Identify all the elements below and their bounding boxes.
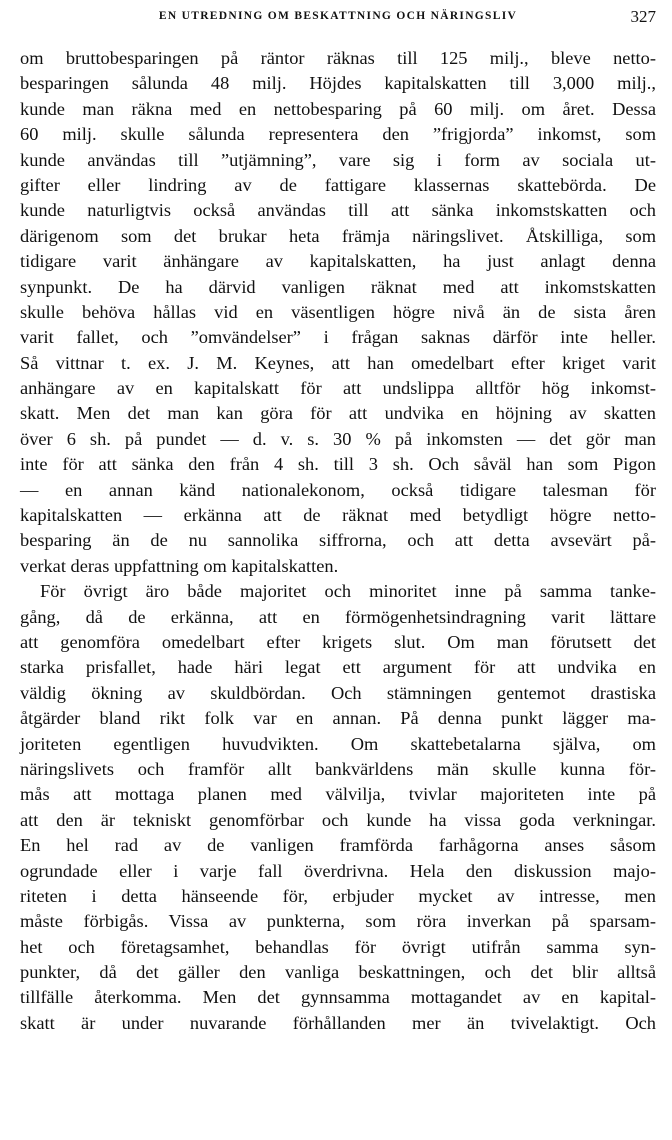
paragraph-start-line: För övrigt äro både majoritet och minoritet inne på samma tanke- — [40, 581, 656, 602]
text-line: inte för att sänka den från 4 sh. till 3 sh. Och såväl han som Pigon — [20, 454, 656, 475]
text-line: över 6 sh. på pundet — d. v. s. 30 % på inkomsten — det gör man — [20, 428, 656, 449]
text-line: tillfälle återkomma. Men det gynnsamma mottagandet av en kapital- — [20, 987, 656, 1008]
text-line: kunde naturligtvis också användas till att sänka inkomstskatten och — [20, 200, 656, 221]
page-number: 327 — [630, 7, 656, 26]
text-line: gång, då de erkänna, att en förmögenhetsindragning varit lättare — [20, 606, 656, 627]
text-line: besparingen sålunda 48 milj. Höjdes kapitalskatten till 3,000 milj., — [20, 73, 656, 94]
text-line: om bruttobesparingen på räntor räknas till 125 milj., bleve netto- — [20, 48, 656, 68]
text-line: joriteten egentligen huvudvikten. Om skattebetalarna själva, om — [20, 733, 656, 754]
text-line: skatt. Men det man kan göra för att undvika en höjning av skatten — [20, 403, 656, 424]
text-line: — en annan känd nationalekonom, också tidigare talesman för — [20, 479, 656, 500]
text-line: ogrundade eller i varje fall överdrivna. Hela den diskussion majo- — [20, 860, 656, 881]
text-line: väldig ökning av skuldbördan. Och stämningen gentemot drastiska — [20, 682, 656, 703]
text-line: synpunkt. De ha därvid vanligen räknat med att inkomstskatten — [20, 276, 656, 297]
text-line: starka prisfallet, hade häri legat ett argument för att undvika en — [20, 657, 656, 678]
body-text — [20, 46, 656, 1036]
text-line: näringslivets och framför allt bankvärldens män skulle kunna för- — [20, 758, 656, 779]
text-line: åtgärder bland rikt folk var en annan. På denna punkt lägger ma- — [20, 708, 656, 729]
text-line: het och företagsamhet, behandlas för övrigt utifrån samma syn- — [20, 936, 656, 957]
text-line: skulle behöva hållas vid en väsentligen högre nivå än de sista åren — [20, 301, 656, 322]
text-line: besparing än de nu sannolika siffrorna, och att detta avsevärt på- — [20, 530, 656, 551]
text-line: kunde användas till ”utjämning”, vare sig i form av sociala ut- — [20, 149, 656, 170]
text-line: varit fallet, och ”omvändelser” i frågan saknas därför inte heller. — [20, 327, 656, 348]
text-line: kapitalskatten — erkänna att de räknat med betydligt högre netto- — [20, 505, 656, 526]
text-line: 60 milj. skulle sålunda representera den ”frigjorda” inkomst, som — [20, 124, 656, 145]
text-line: En hel rad av de vanligen framförda farhågorna anses såsom — [20, 835, 656, 856]
page-header — [20, 6, 656, 30]
text-line: att den är tekniskt genomförbar och kunde ha vissa goda verkningar. — [20, 809, 656, 830]
text-line: skatt är under nuvarande förhållanden mer än tvivelaktigt. Och — [20, 1012, 656, 1033]
text-line: därigenom som det brukar heta främja näringslivet. Åtskilliga, som — [20, 225, 656, 246]
text-line: anhängare av en kapitalskatt för att undslippa alltför hög inkomst- — [20, 378, 656, 399]
text-line: tidigare varit änhängare av kapitalskatten, ha just anlagt denna — [20, 251, 656, 272]
text-line: riteten i detta hänseende för, erbjuder mycket av intresse, men — [20, 885, 656, 906]
text-line: Så vittnar t. ex. J. M. Keynes, att han omedelbart efter kriget varit — [20, 352, 656, 373]
text-line: mås att mottaga planen med välvilja, tvivlar majoriteten inte på — [20, 784, 656, 805]
text-line: måste förbigås. Vissa av punkterna, som röra inverkan på sparsam- — [20, 911, 656, 932]
paragraph-end-line: verkat deras uppfattning om kapitalskatten. — [20, 555, 339, 576]
text-line: gifter eller lindring av de fattigare klassernas skattebörda. De — [20, 174, 656, 195]
text-line: punkter, då det gäller den vanliga beskattningen, och det blir alltså — [20, 962, 656, 983]
text-line: att genomföra omedelbart efter krigets slut. Om man förutsett det — [20, 631, 656, 652]
text-line: kunde man räkna med en nettobesparing på 60 milj. om året. Dessa — [20, 98, 656, 119]
running-title: EN UTREDNING OM BESKATTNING OCH NÄRINGSLIV — [158, 10, 518, 22]
